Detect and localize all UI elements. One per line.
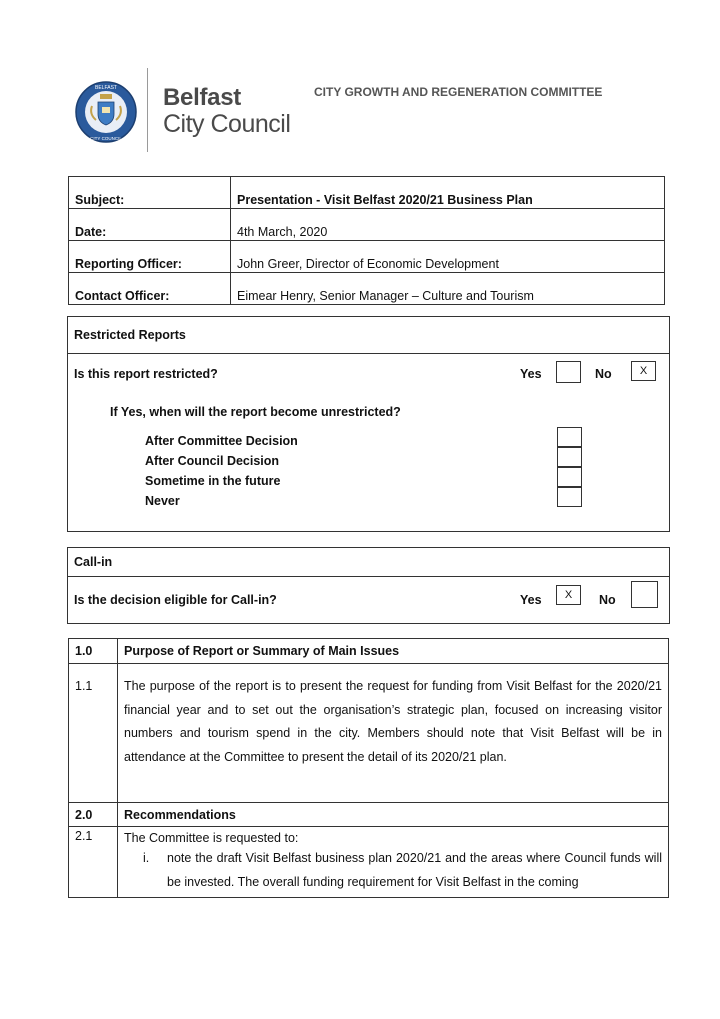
- council-crest-logo: [74, 80, 138, 144]
- restricted-question: Is this report restricted?: [74, 367, 218, 381]
- callin-title: Call-in: [74, 555, 113, 569]
- restricted-followup: If Yes, when will the report become unrestricted?: [110, 405, 401, 419]
- section-heading-row: [69, 639, 669, 664]
- info-row-reporting-officer: [69, 241, 665, 273]
- info-row-date: [69, 209, 665, 241]
- paragraph-row: [69, 664, 669, 803]
- crest-text-bottom: CITY COUNCIL: [90, 136, 122, 141]
- option-never-checkbox[interactable]: [557, 487, 582, 507]
- logo-divider: [147, 68, 148, 152]
- restricted-yes-label: Yes: [520, 367, 542, 381]
- section-divider: [67, 353, 669, 354]
- info-value: Presentation - Visit Belfast 2020/21 Business Plan: [231, 177, 665, 209]
- option-sometime-future-checkbox[interactable]: [557, 467, 582, 487]
- paragraph-number: 1.1: [69, 664, 118, 803]
- option-after-committee: After Committee Decision: [145, 434, 298, 448]
- option-after-committee-checkbox[interactable]: [557, 427, 582, 447]
- restricted-yes-checkbox[interactable]: [556, 361, 581, 383]
- restricted-no-label: No: [595, 367, 612, 381]
- section-heading-row: [69, 803, 669, 827]
- section-divider: [67, 576, 669, 577]
- callin-question: Is the decision eligible for Call-in?: [74, 593, 277, 607]
- logo-wordmark-line2: City Council: [163, 110, 291, 138]
- info-row-subject: [69, 177, 665, 209]
- option-after-council-checkbox[interactable]: [557, 447, 582, 467]
- section-title: Recommendations: [118, 803, 669, 827]
- crest-text-top: BELFAST: [95, 85, 117, 91]
- paragraph-text: The Committee is requested to:: [124, 831, 299, 845]
- section-number: 1.0: [69, 639, 118, 664]
- option-after-council: After Council Decision: [145, 454, 280, 468]
- logo-wordmark-line1: Belfast: [163, 84, 241, 111]
- info-label: Subject:: [69, 177, 231, 209]
- info-value: 4th March, 2020: [231, 209, 665, 241]
- callin-no-label: No: [599, 593, 616, 607]
- callin-no-checkbox[interactable]: [631, 581, 658, 608]
- restricted-title: Restricted Reports: [74, 328, 186, 342]
- paragraph-number: 2.1: [69, 827, 118, 898]
- info-value: John Greer, Director of Economic Development: [231, 241, 665, 273]
- option-never: Never: [145, 494, 180, 508]
- info-row-contact-officer: [69, 273, 665, 305]
- paragraph-text: The purpose of the report is to present the request for funding from Visit Belfast for the 2020/21 financial year and to set out the organisation’s strategic plan, focused on increasing visitor numbers and tourism spend in the city. Members should note that Visit Belfast will be in attendance at the Committee to present the detail of its 2020/21 plan.: [118, 664, 669, 803]
- option-sometime-future: Sometime in the future: [145, 474, 281, 488]
- list-marker: i.: [143, 851, 150, 865]
- list-item: [124, 847, 662, 894]
- report-body-table: [68, 638, 669, 898]
- section-title: Purpose of Report or Summary of Main Issues: [118, 639, 669, 664]
- info-value: Eimear Henry, Senior Manager – Culture and Tourism: [231, 273, 665, 305]
- callin-yes-checkbox[interactable]: X: [556, 585, 581, 605]
- report-info-table: [68, 176, 665, 305]
- paragraph-row: [69, 827, 669, 898]
- section-number: 2.0: [69, 803, 118, 827]
- paragraph-content: [118, 827, 669, 898]
- committee-name: CITY GROWTH AND REGENERATION COMMITTEE: [314, 85, 603, 99]
- callin-yes-label: Yes: [520, 593, 542, 607]
- list-item-text: note the draft Visit Belfast business plan 2020/21 and the areas where Council funds will be invested. The overall funding requirement for Visit Belfast in the coming: [167, 851, 662, 889]
- info-label: Date:: [69, 209, 231, 241]
- info-label: Contact Officer:: [69, 273, 231, 305]
- info-label: Reporting Officer:: [69, 241, 231, 273]
- restricted-no-checkbox[interactable]: X: [631, 361, 656, 381]
